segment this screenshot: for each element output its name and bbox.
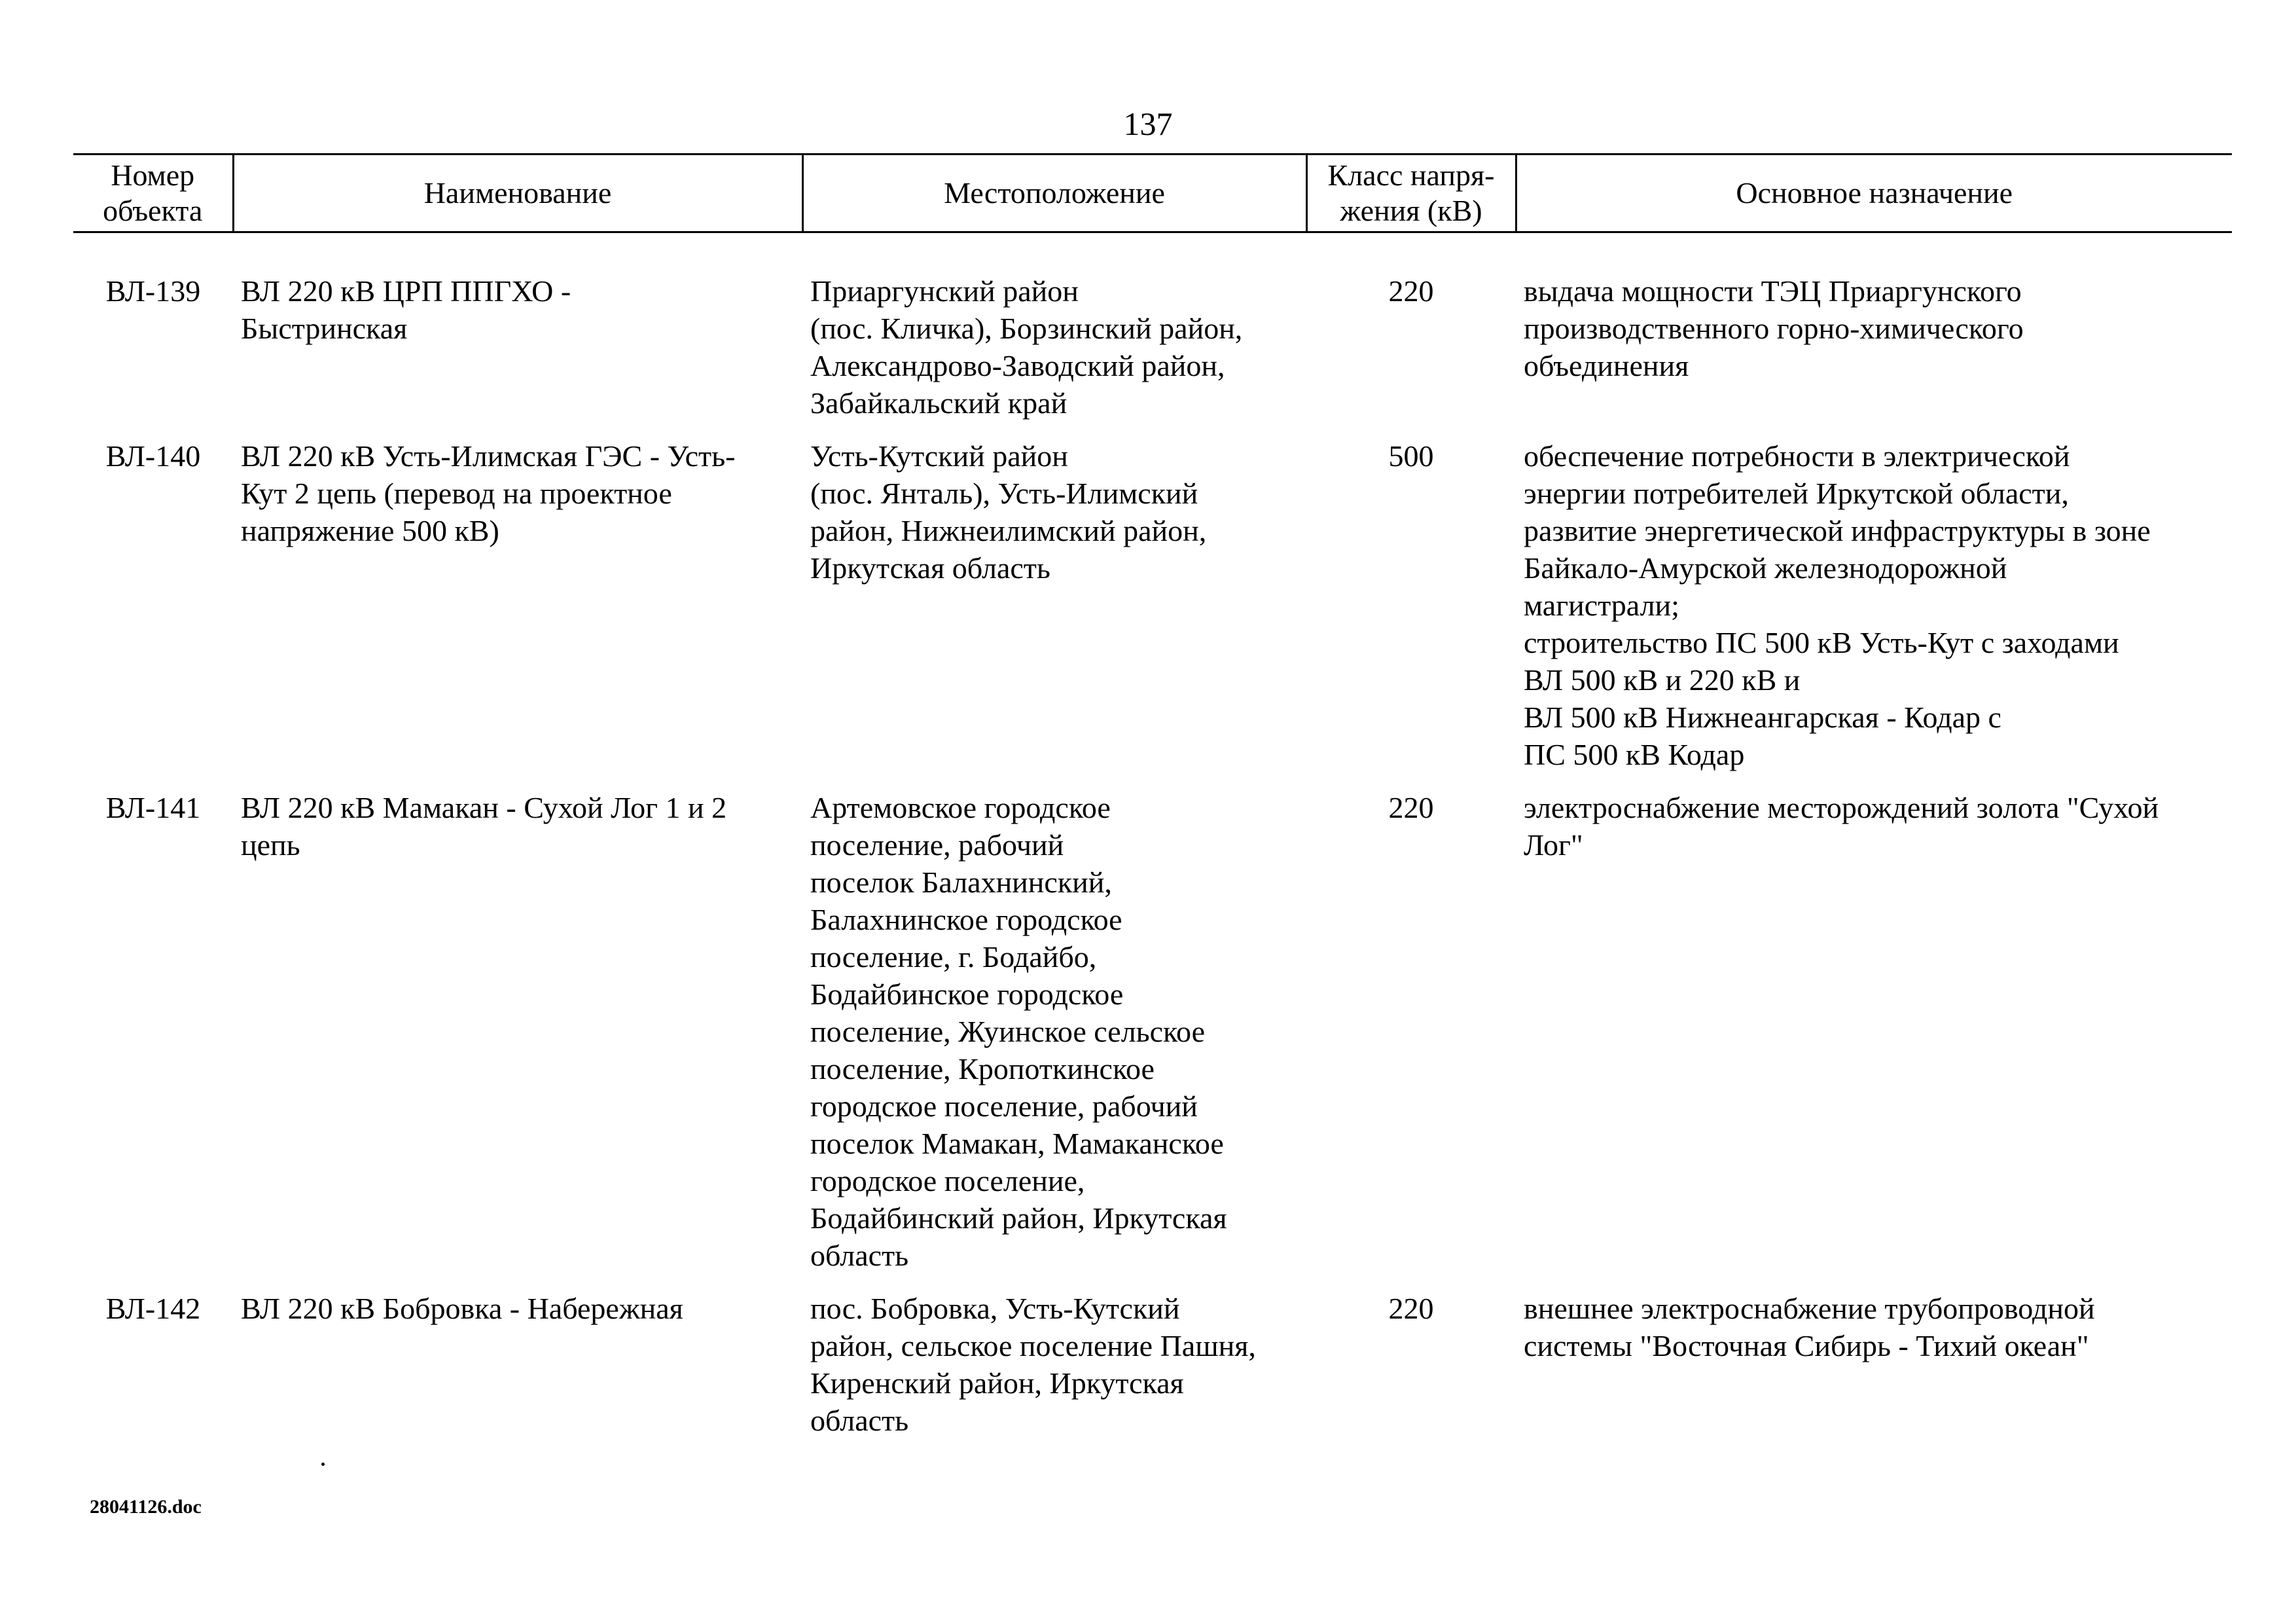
cell-location-line: поселок Мамакан, Мамаканское: [810, 1127, 1224, 1160]
cell-location-line: район, Нижнеилимский район,: [810, 514, 1207, 547]
cell-name-line: ВЛ 220 кВ Усть-Илимская ГЭС - Усть-: [241, 439, 736, 473]
cell-name: [233, 1290, 802, 1455]
cell-location: [802, 1290, 1306, 1455]
table-row: [73, 789, 2232, 1290]
cell-purpose-line: ВЛ 500 кВ Нижнеангарская - Кодар с: [1524, 701, 2001, 734]
header-location-line: Местоположение: [944, 176, 1165, 210]
cell-location-line: поселение, Жуинское сельское: [810, 1015, 1206, 1048]
cell-number: ВЛ-141: [105, 791, 201, 824]
header-number: [73, 155, 233, 232]
cell-number: ВЛ-139: [105, 274, 201, 308]
cell-purpose-line: электроснабжение месторождений золота "Сухой: [1524, 791, 2159, 824]
table-header: [73, 155, 2232, 232]
objects-table: [73, 153, 2232, 1455]
cell-name-line: ВЛ 220 кВ ЦРП ППГХО -: [241, 274, 571, 308]
cell-purpose: [1516, 789, 2232, 1290]
header-purpose: [1516, 155, 2232, 232]
cell-location-line: городское поселение,: [810, 1164, 1085, 1197]
cell-purpose-line: строительство ПС 500 кВ Усть-Кут с заходами: [1524, 626, 2119, 659]
cell-voltage: 220: [1388, 274, 1434, 308]
header-number-line: объекта: [103, 194, 203, 227]
cell-purpose-line: внешнее электроснабжение трубопроводной: [1524, 1292, 2095, 1325]
table-row: [73, 1290, 2232, 1455]
document-filename: 28041126.doc: [90, 1496, 202, 1518]
scan-speck: [321, 1463, 325, 1466]
cell-voltage: 220: [1388, 1292, 1434, 1325]
cell-purpose-line: объединения: [1524, 349, 1689, 382]
table-row: [73, 437, 2232, 789]
cell-location-line: Забайкальский край: [810, 386, 1067, 420]
cell-location-line: городское поселение, рабочий: [810, 1089, 1198, 1123]
cell-purpose-line: обеспечение потребности в электрической: [1524, 439, 2070, 473]
cell-location-line: пос. Бобровка, Усть-Кутский: [810, 1292, 1180, 1325]
cell-name: [233, 232, 802, 438]
cell-purpose: [1516, 232, 2232, 438]
cell-location-line: поселение, рабочий: [810, 828, 1064, 862]
cell-location-line: (пос. Кличка), Борзинский район,: [810, 312, 1243, 345]
cell-location-line: поселение, г. Бодайбо,: [810, 940, 1097, 974]
header-number-line: Номер: [111, 158, 195, 192]
cell-location-line: Киренский район, Иркутская: [810, 1366, 1184, 1400]
cell-name-line: напряжение 500 кВ): [241, 514, 499, 547]
header-purpose-line: Основное назначение: [1736, 176, 2013, 210]
cell-purpose: [1516, 437, 2232, 789]
page-number: 137: [1123, 105, 1173, 142]
cell-location-line: Александрово-Заводский район,: [810, 349, 1225, 382]
cell-number: ВЛ-140: [105, 439, 201, 473]
cell-location-line: Артемовское городское: [810, 791, 1111, 824]
cell-purpose-line: ПС 500 кВ Кодар: [1524, 738, 1745, 771]
cell-purpose-line: ВЛ 500 кВ и 220 кВ и: [1524, 663, 1801, 697]
cell-location-line: область: [810, 1239, 909, 1272]
table-row: [73, 232, 2232, 438]
cell-purpose-line: развитие энергетической инфраструктуры в зоне: [1524, 514, 2151, 547]
header-location: [802, 155, 1306, 232]
cell-name-line: цепь: [241, 828, 300, 862]
cell-location-line: Приаргунский район: [810, 274, 1079, 308]
table-body: [73, 232, 2232, 1455]
cell-location: [802, 789, 1306, 1290]
cell-purpose-line: Байкало-Амурской железнодорожной: [1524, 551, 2007, 585]
header-name-line: Наименование: [423, 176, 612, 210]
cell-location-line: поселок Балахнинский,: [810, 866, 1112, 899]
cell-purpose-line: производственного горно-химического: [1524, 312, 2024, 345]
cell-purpose-line: выдача мощности ТЭЦ Приаргунского: [1524, 274, 2022, 308]
cell-location-line: (пос. Янталь), Усть-Илимский: [810, 477, 1198, 510]
cell-name-line: Быстринская: [241, 312, 408, 345]
cell-name-line: ВЛ 220 кВ Бобровка - Набережная: [241, 1292, 683, 1325]
header-voltage: [1306, 155, 1516, 232]
cell-name-line: Кут 2 цепь (перевод на проектное: [241, 477, 672, 510]
cell-purpose: [1516, 1290, 2232, 1455]
cell-location: [802, 232, 1306, 438]
cell-location-line: Бодайбинский район, Иркутская: [810, 1201, 1227, 1235]
header-voltage-line: Класс напря-: [1327, 158, 1495, 192]
cell-location: [802, 437, 1306, 789]
cell-location-line: Бодайбинское городское: [810, 977, 1124, 1011]
cell-name: [233, 437, 802, 789]
cell-number: ВЛ-142: [105, 1292, 201, 1325]
cell-purpose-line: Лог": [1524, 828, 1583, 862]
header-voltage-line: жения (кВ): [1340, 194, 1482, 227]
cell-location-line: Балахнинское городское: [810, 903, 1122, 936]
cell-location-line: поселение, Кропоткинское: [810, 1052, 1155, 1085]
cell-purpose-line: энергии потребителей Иркутской области,: [1524, 477, 2069, 510]
cell-name-line: ВЛ 220 кВ Мамакан - Сухой Лог 1 и 2: [241, 791, 727, 824]
cell-location-line: Усть-Кутский район: [810, 439, 1068, 473]
header-name: [233, 155, 802, 232]
cell-purpose-line: системы "Восточная Сибирь - Тихий океан": [1524, 1329, 2089, 1362]
cell-location-line: область: [810, 1404, 909, 1437]
cell-location-line: район, сельское поселение Пашня,: [810, 1329, 1256, 1362]
cell-voltage: 220: [1388, 791, 1434, 824]
cell-purpose-line: магистрали;: [1524, 589, 1679, 622]
cell-name: [233, 789, 802, 1290]
cell-voltage: 500: [1388, 439, 1434, 473]
cell-location-line: Иркутская область: [810, 551, 1050, 585]
